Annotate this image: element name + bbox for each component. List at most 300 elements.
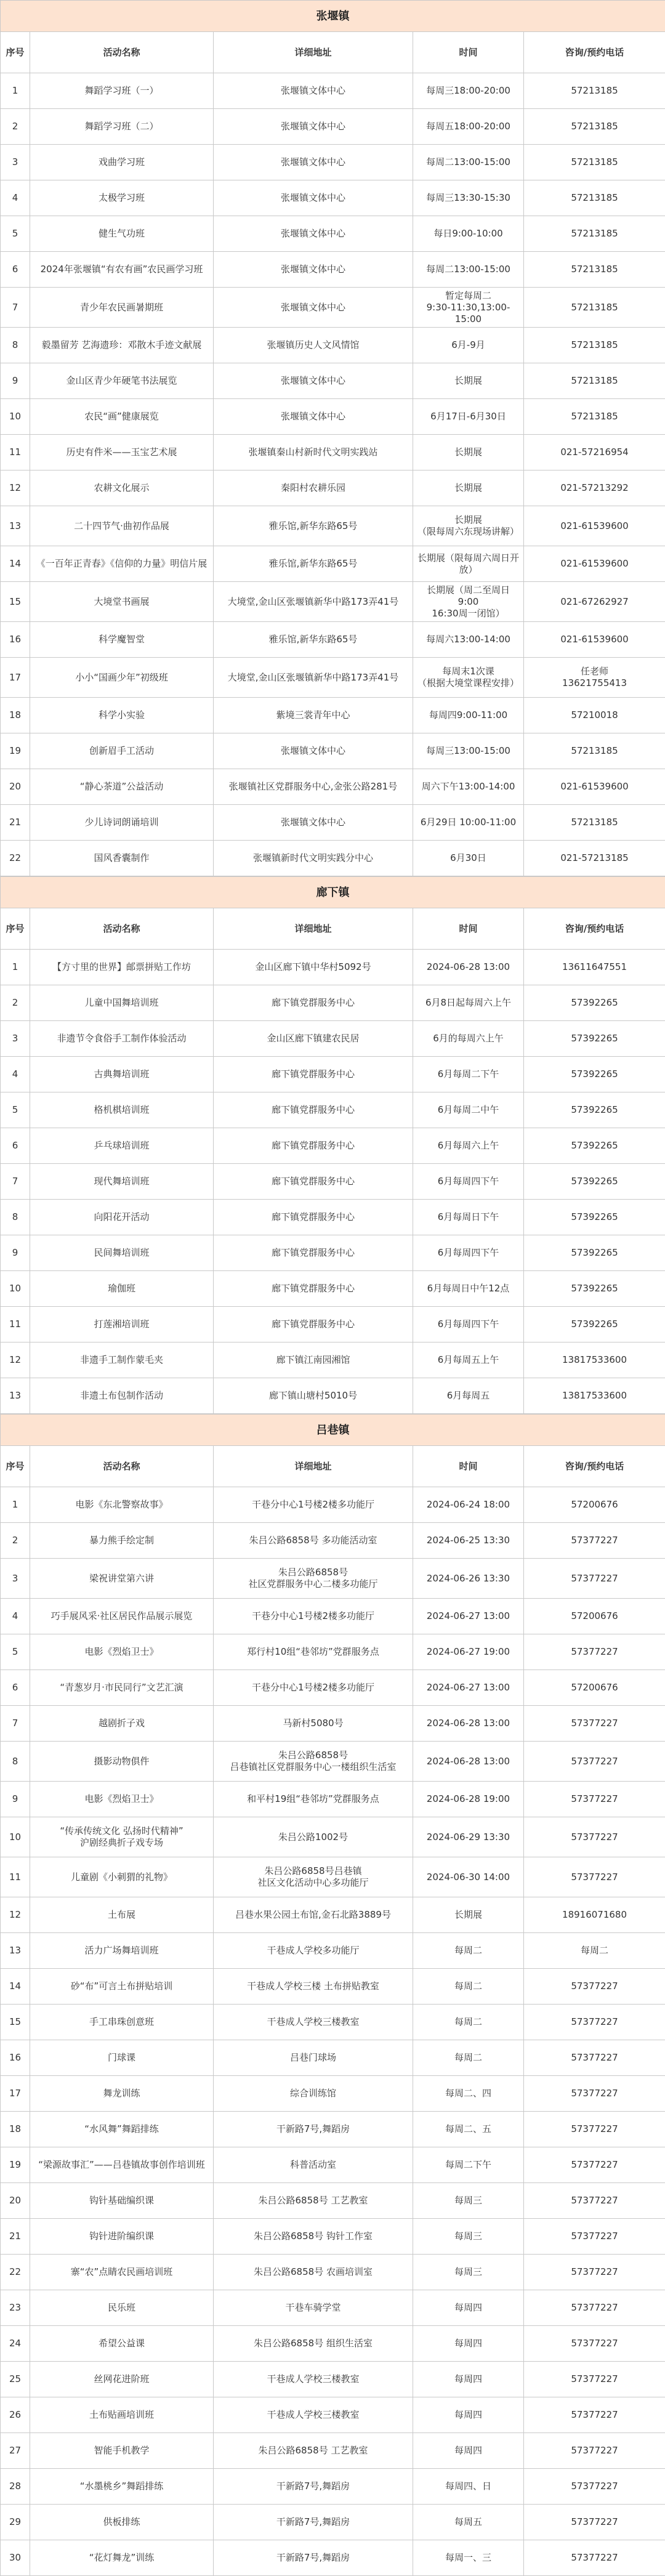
table-row [1, 1307, 665, 1343]
activity-address: 张堰镇文体中心 [214, 109, 413, 145]
activity-time: 2024-06-24 18:00 [413, 1487, 524, 1523]
activity-address: 廊下镇党群服务中心 [214, 985, 413, 1021]
activity-address: 朱吕公路6858号 农画培训室 [214, 2255, 413, 2290]
row-number: 10 [1, 399, 30, 435]
table-row [1, 1164, 665, 1200]
activity-address: 干巷成人学校三楼教室 [214, 2005, 413, 2040]
activity-phone: 57377227 [524, 1634, 665, 1670]
activity-phone: 57213185 [524, 363, 665, 399]
row-number: 27 [1, 2433, 30, 2469]
section-title-row [1, 1, 665, 32]
row-number: 7 [1, 288, 30, 328]
table-row [1, 1271, 665, 1307]
row-number: 10 [1, 1271, 30, 1307]
table-row [1, 950, 665, 985]
activity-time: 长期展 [413, 470, 524, 506]
activity-name: 丝网花进阶班 [30, 2362, 214, 2397]
table-row [1, 2005, 665, 2040]
activity-phone: 57377227 [524, 2433, 665, 2469]
table-row [1, 216, 665, 252]
table-row [1, 2505, 665, 2540]
row-number: 2 [1, 109, 30, 145]
activity-phone: 021-57213292 [524, 470, 665, 506]
table-row [1, 1487, 665, 1523]
row-number: 22 [1, 841, 30, 876]
activity-address: 大境堂,金山区张堰镇新华中路173弄41号 [214, 582, 413, 622]
row-number: 11 [1, 435, 30, 470]
activity-address: 雅乐馆,新华东路65号 [214, 622, 413, 658]
activity-phone: 57377227 [524, 2147, 665, 2183]
activity-name: 向阳花开活动 [30, 1200, 214, 1235]
activity-time: 每周二下午 [413, 2147, 524, 2183]
activity-time: 6月每周日中午12点 [413, 1271, 524, 1307]
activity-time: 2024-06-26 13:30 [413, 1559, 524, 1599]
activity-name: “水风舞”舞蹈排练 [30, 2112, 214, 2147]
table-row [1, 470, 665, 506]
table-row [1, 546, 665, 582]
activity-name: 寨“农”点睛农民画培训班 [30, 2255, 214, 2290]
row-number: 20 [1, 2183, 30, 2219]
table-row [1, 769, 665, 805]
col-address: 详细地址 [214, 32, 413, 73]
col-activity-name: 活动名称 [30, 1446, 214, 1487]
activity-name: 非遗土布包制作活动 [30, 1378, 214, 1414]
activity-name: 毅墨留芳 艺海遗珍：邓散木手迹文献展 [30, 328, 214, 363]
activity-time: 2024-06-27 13:00 [413, 1599, 524, 1634]
activity-address: 廊下镇党群服务中心 [214, 1200, 413, 1235]
activity-time: 2024-06-28 19:00 [413, 1782, 524, 1817]
activity-time: 每周五 [413, 2505, 524, 2540]
activity-name: 暴力熊手绘定制 [30, 1523, 214, 1559]
activity-time: 每周二、四 [413, 2076, 524, 2112]
activity-phone: 57392265 [524, 1271, 665, 1307]
row-number: 23 [1, 2290, 30, 2326]
row-number: 9 [1, 1235, 30, 1271]
activity-name: 古典舞培训班 [30, 1057, 214, 1092]
row-number: 13 [1, 1933, 30, 1969]
activity-time: 每周四 [413, 2433, 524, 2469]
table-row [1, 2219, 665, 2255]
activity-phone: 57377227 [524, 1706, 665, 1742]
activity-phone: 57377227 [524, 1969, 665, 2005]
table-row [1, 1021, 665, 1057]
row-number: 19 [1, 2147, 30, 2183]
activity-phone: 13611647551 [524, 950, 665, 985]
row-number: 22 [1, 2255, 30, 2290]
table-row [1, 2397, 665, 2433]
row-number: 3 [1, 1559, 30, 1599]
activity-time: 每周二13:00-15:00 [413, 252, 524, 288]
table-row [1, 288, 665, 328]
activity-address: 朱吕公路6858号吕巷镇 社区文化活动中心多功能厅 [214, 1857, 413, 1897]
table-row [1, 1782, 665, 1817]
activity-name: 历史有件米——玉宝艺术展 [30, 435, 214, 470]
activity-phone: 57213185 [524, 328, 665, 363]
activity-name: 健生气功班 [30, 216, 214, 252]
activity-address: 郑行村10组“巷邻坊”党群服务点 [214, 1634, 413, 1670]
table-row [1, 2433, 665, 2469]
activity-name: 门球课 [30, 2040, 214, 2076]
row-number: 4 [1, 180, 30, 216]
activity-time: 6月每周二下午 [413, 1057, 524, 1092]
row-number: 4 [1, 1057, 30, 1092]
activity-name: 希望公益课 [30, 2326, 214, 2362]
activity-address: 廊下镇江南园湘馆 [214, 1343, 413, 1378]
activity-time: 每周三13:30-15:30 [413, 180, 524, 216]
activity-time: 2024-06-27 13:00 [413, 1670, 524, 1706]
activity-address: 干巷成人学校三楼 土布拼贴教室 [214, 1969, 413, 2005]
activity-time: 2024-06-27 19:00 [413, 1634, 524, 1670]
activity-address: 廊下镇党群服务中心 [214, 1164, 413, 1200]
row-number: 7 [1, 1164, 30, 1200]
activity-name: 科学小实验 [30, 698, 214, 733]
table-row [1, 2183, 665, 2219]
activity-name: 农耕文化展示 [30, 470, 214, 506]
activity-phone: 021-61539600 [524, 769, 665, 805]
row-number: 5 [1, 1634, 30, 1670]
activity-address: 张堰镇文体中心 [214, 216, 413, 252]
section-title: 张堰镇 [1, 1, 665, 32]
activity-phone: 57377227 [524, 2219, 665, 2255]
activity-address: 朱吕公路6858号 组织生活室 [214, 2326, 413, 2362]
activity-name: “花灯舞龙”训练 [30, 2540, 214, 2576]
activity-time: 6月30日 [413, 841, 524, 876]
activity-time: 每周二 [413, 1933, 524, 1969]
table-row [1, 2540, 665, 2576]
activity-phone: 57377227 [524, 2326, 665, 2362]
activity-phone: 57213185 [524, 73, 665, 109]
activity-phone: 57213185 [524, 145, 665, 180]
activity-phone: 57377227 [524, 2469, 665, 2505]
row-number: 7 [1, 1706, 30, 1742]
activity-address: 张堰镇新时代文明实践分中心 [214, 841, 413, 876]
activity-address: 张堰镇秦山村新时代文明实践站 [214, 435, 413, 470]
activity-name: 巧手展风采·社区居民作品展示展览 [30, 1599, 214, 1634]
activity-name: 非遗手工制作蒙毛夹 [30, 1343, 214, 1378]
section-title: 吕巷镇 [1, 1415, 665, 1446]
activity-time: 6月每周五 [413, 1378, 524, 1414]
col-activity-name: 活动名称 [30, 908, 214, 950]
activity-time: 6月17日-6月30日 [413, 399, 524, 435]
activity-name: 少儿诗词朗诵培训 [30, 805, 214, 841]
activity-time: 每周四9:00-11:00 [413, 698, 524, 733]
activity-name: 供板排练 [30, 2505, 214, 2540]
table-row [1, 1817, 665, 1857]
activity-name: 土布贴画培训班 [30, 2397, 214, 2433]
section-title: 廊下镇 [1, 877, 665, 908]
section-table [0, 1414, 665, 2576]
activity-phone: 每周二 [524, 1933, 665, 1969]
activity-name: 越剧折子戏 [30, 1706, 214, 1742]
activity-phone: 021-61539600 [524, 546, 665, 582]
activity-name: 手工串珠创意班 [30, 2005, 214, 2040]
col-number: 序号 [1, 32, 30, 73]
row-number: 21 [1, 805, 30, 841]
row-number: 12 [1, 1343, 30, 1378]
activity-time: 6月每周四下午 [413, 1164, 524, 1200]
activity-name: 瑜伽班 [30, 1271, 214, 1307]
activity-address: 马新村5080号 [214, 1706, 413, 1742]
activity-name: 非遗节令食俗手工制作体验活动 [30, 1021, 214, 1057]
table-row [1, 1634, 665, 1670]
activity-time: 每周二13:00-15:00 [413, 145, 524, 180]
activity-name: 儿童剧《小刺猬的礼物》 [30, 1857, 214, 1897]
row-number: 2 [1, 1523, 30, 1559]
table-row [1, 805, 665, 841]
row-number: 5 [1, 1092, 30, 1128]
row-number: 13 [1, 506, 30, 546]
table-row [1, 2290, 665, 2326]
row-number: 18 [1, 698, 30, 733]
activity-time: 每周四 [413, 2290, 524, 2326]
activity-address: 吕巷水果公园土布馆,金石北路3889号 [214, 1897, 413, 1933]
activity-time: 6月每周五上午 [413, 1343, 524, 1378]
activity-address: 干巷分中心1号楼2楼多功能厅 [214, 1599, 413, 1634]
row-number: 1 [1, 73, 30, 109]
table-row [1, 1092, 665, 1128]
row-number: 11 [1, 1857, 30, 1897]
activity-name: 小小“国画少年”初级班 [30, 658, 214, 698]
activity-time: 每周三 [413, 2219, 524, 2255]
activity-time: 6月29日 10:00-11:00 [413, 805, 524, 841]
activity-address: 朱吕公路6858号 社区党群服务中心二楼多功能厅 [214, 1559, 413, 1599]
table-row [1, 2255, 665, 2290]
activity-time: 每周四 [413, 2397, 524, 2433]
section-table [0, 0, 665, 876]
activity-phone: 57377227 [524, 1817, 665, 1857]
row-number: 3 [1, 145, 30, 180]
activity-phone: 021-57216954 [524, 435, 665, 470]
activity-phone: 57200676 [524, 1599, 665, 1634]
activity-address: 廊下镇党群服务中心 [214, 1128, 413, 1164]
activity-address: 张堰镇文体中心 [214, 288, 413, 328]
activity-address: 张堰镇文体中心 [214, 399, 413, 435]
activity-time: 2024-06-28 13:00 [413, 950, 524, 985]
activity-name: 乒乓球培训班 [30, 1128, 214, 1164]
table-row [1, 506, 665, 546]
activity-phone: 18916071680 [524, 1897, 665, 1933]
activity-name: 二十四节气·曲初作品展 [30, 506, 214, 546]
activity-address: 廊下镇山塘村5010号 [214, 1378, 413, 1414]
activity-time: 6月每周四下午 [413, 1307, 524, 1343]
activity-name: 戏曲学习班 [30, 145, 214, 180]
row-number: 4 [1, 1599, 30, 1634]
activity-time: 周六下午13:00-14:00 [413, 769, 524, 805]
col-time: 时间 [413, 1446, 524, 1487]
activity-address: 干巷分中心1号楼2楼多功能厅 [214, 1670, 413, 1706]
activity-address: 张堰镇历史人文风情馆 [214, 328, 413, 363]
activity-name: 现代舞培训班 [30, 1164, 214, 1200]
row-number: 18 [1, 2112, 30, 2147]
activity-phone: 57213185 [524, 288, 665, 328]
table-row [1, 1969, 665, 2005]
activity-phone: 57377227 [524, 2540, 665, 2576]
activity-address: 朱吕公路6858号 工艺教室 [214, 2183, 413, 2219]
activity-time: 长期展（周二至周日9:00 16:30周一闭馆） [413, 582, 524, 622]
table-row [1, 2040, 665, 2076]
activity-name: 舞蹈学习班（二） [30, 109, 214, 145]
activity-time: 暂定每周二 9:30-11:30,13:00-15:00 [413, 288, 524, 328]
activity-phone: 13817533600 [524, 1343, 665, 1378]
activity-time: 2024-06-29 13:30 [413, 1817, 524, 1857]
row-number: 13 [1, 1378, 30, 1414]
activity-address: 干巷成人学校三楼教室 [214, 2362, 413, 2397]
row-number: 1 [1, 1487, 30, 1523]
activity-address: 朱吕公路1002号 [214, 1817, 413, 1857]
activity-time: 每周二、五 [413, 2112, 524, 2147]
activity-name: 《一百年正青春》《信仰的力量》明信片展 [30, 546, 214, 582]
activity-address: 朱吕公路6858号 工艺教室 [214, 2433, 413, 2469]
activity-time: 2024-06-28 13:00 [413, 1706, 524, 1742]
activity-address: 大境堂,金山区张堰镇新华中路173弄41号 [214, 658, 413, 698]
activity-time: 6月每周日下午 [413, 1200, 524, 1235]
table-row [1, 252, 665, 288]
activity-phone: 57213185 [524, 180, 665, 216]
row-number: 14 [1, 1969, 30, 2005]
row-number: 26 [1, 2397, 30, 2433]
activity-time: 每周六13:00-14:00 [413, 622, 524, 658]
activity-address: 雅乐馆,新华东路65号 [214, 546, 413, 582]
activity-address: 干新路7号,舞蹈房 [214, 2505, 413, 2540]
table-row [1, 658, 665, 698]
activity-time: 长期展（限每周六周日开放） [413, 546, 524, 582]
row-number: 3 [1, 1021, 30, 1057]
table-row [1, 733, 665, 769]
activity-phone: 57377227 [524, 2183, 665, 2219]
activity-time: 6月的每周六上午 [413, 1021, 524, 1057]
activity-phone: 57377227 [524, 1559, 665, 1599]
row-number: 12 [1, 470, 30, 506]
activity-time: 每周五18:00-20:00 [413, 109, 524, 145]
table-row [1, 985, 665, 1021]
activity-phone: 57377227 [524, 1782, 665, 1817]
activity-time: 2024-06-25 13:30 [413, 1523, 524, 1559]
activity-address: 干新路7号,舞蹈房 [214, 2469, 413, 2505]
header-row [1, 32, 665, 73]
activity-name: “传承传统文化 弘扬时代精神” 沪剧经典折子戏专场 [30, 1817, 214, 1857]
table-row [1, 2362, 665, 2397]
table-row [1, 2326, 665, 2362]
row-number: 15 [1, 582, 30, 622]
activity-phone: 57213185 [524, 216, 665, 252]
row-number: 14 [1, 546, 30, 582]
activity-name: 大境堂书画展 [30, 582, 214, 622]
activity-phone: 57213185 [524, 109, 665, 145]
activity-time: 每周末1次课 （根据大境堂课程安排） [413, 658, 524, 698]
table-row [1, 1742, 665, 1782]
activity-name: 金山区青少年硬笔书法展览 [30, 363, 214, 399]
activity-time: 每日9:00-10:00 [413, 216, 524, 252]
activity-address: 张堰镇文体中心 [214, 145, 413, 180]
activity-phone: 021-57213185 [524, 841, 665, 876]
row-number: 16 [1, 2040, 30, 2076]
table-row [1, 109, 665, 145]
activity-name: 国风香囊制作 [30, 841, 214, 876]
row-number: 10 [1, 1817, 30, 1857]
activity-address: 干巷分中心1号楼2楼多功能厅 [214, 1487, 413, 1523]
table-row [1, 1897, 665, 1933]
table-row [1, 435, 665, 470]
activity-address: 张堰镇文体中心 [214, 252, 413, 288]
activity-address: 金山区廊下镇中华村5092号 [214, 950, 413, 985]
activity-name: 舞蹈学习班（一） [30, 73, 214, 109]
activity-name: “静心茶道”公益活动 [30, 769, 214, 805]
row-number: 16 [1, 622, 30, 658]
row-number: 29 [1, 2505, 30, 2540]
table-row [1, 622, 665, 658]
activity-name: 钩针基础编织课 [30, 2183, 214, 2219]
activity-address: 科普活动室 [214, 2147, 413, 2183]
activity-phone: 任老师 13621755413 [524, 658, 665, 698]
table-row [1, 2147, 665, 2183]
activity-phone: 57392265 [524, 1200, 665, 1235]
activity-address: 朱吕公路6858号 多功能活动室 [214, 1523, 413, 1559]
col-address: 详细地址 [214, 908, 413, 950]
table-row [1, 1933, 665, 1969]
activity-address: 金山区廊下镇建农民居 [214, 1021, 413, 1057]
activity-address: 紫境三裳青年中心 [214, 698, 413, 733]
activity-name: 农民“画”健康展览 [30, 399, 214, 435]
activity-name: 梁祝讲堂第六讲 [30, 1559, 214, 1599]
activity-address: 张堰镇文体中心 [214, 73, 413, 109]
activity-phone: 57213185 [524, 399, 665, 435]
table-row [1, 2469, 665, 2505]
activity-name: 【方寸里的世界】邮票拼贴工作坊 [30, 950, 214, 985]
activity-address: 秦阳村农耕乐园 [214, 470, 413, 506]
table-row [1, 328, 665, 363]
activity-phone: 57213185 [524, 252, 665, 288]
activity-name: 科学魔智堂 [30, 622, 214, 658]
activity-address: 张堰镇社区党群服务中心,金张公路281号 [214, 769, 413, 805]
activity-address: 干巷成人学校多功能厅 [214, 1933, 413, 1969]
table-row [1, 1378, 665, 1414]
table-row [1, 399, 665, 435]
activity-phone: 57377227 [524, 1857, 665, 1897]
activity-time: 长期展 [413, 435, 524, 470]
activity-name: 摄影动物俱件 [30, 1742, 214, 1782]
activity-address: 廊下镇党群服务中心 [214, 1307, 413, 1343]
row-number: 12 [1, 1897, 30, 1933]
activity-phone: 57213185 [524, 805, 665, 841]
activity-time: 长期展 [413, 363, 524, 399]
activity-address: 廊下镇党群服务中心 [214, 1092, 413, 1128]
activity-time: 每周三18:00-20:00 [413, 73, 524, 109]
activity-phone: 57377227 [524, 2397, 665, 2433]
activity-name: 太极学习班 [30, 180, 214, 216]
activity-name: 儿童中国舞培训班 [30, 985, 214, 1021]
row-number: 8 [1, 328, 30, 363]
activity-phone: 57392265 [524, 1057, 665, 1092]
table-row [1, 363, 665, 399]
table-row [1, 1599, 665, 1634]
table-row [1, 1857, 665, 1897]
row-number: 20 [1, 769, 30, 805]
activity-phone: 57392265 [524, 1164, 665, 1200]
activity-name: “梁源故事汇”——吕巷镇故事创作培训班 [30, 2147, 214, 2183]
row-number: 8 [1, 1742, 30, 1782]
activity-name: “水墨桃乡”舞蹈排练 [30, 2469, 214, 2505]
activity-name: 青少年农民画暑期班 [30, 288, 214, 328]
activity-address: 张堰镇文体中心 [214, 363, 413, 399]
table-row [1, 1200, 665, 1235]
activity-name: “青葱岁月·市民同行”文艺汇演 [30, 1670, 214, 1706]
table-row [1, 1235, 665, 1271]
col-activity-name: 活动名称 [30, 32, 214, 73]
section-title-row [1, 1415, 665, 1446]
row-number: 6 [1, 252, 30, 288]
activity-time: 6月-9月 [413, 328, 524, 363]
table-row [1, 1559, 665, 1599]
